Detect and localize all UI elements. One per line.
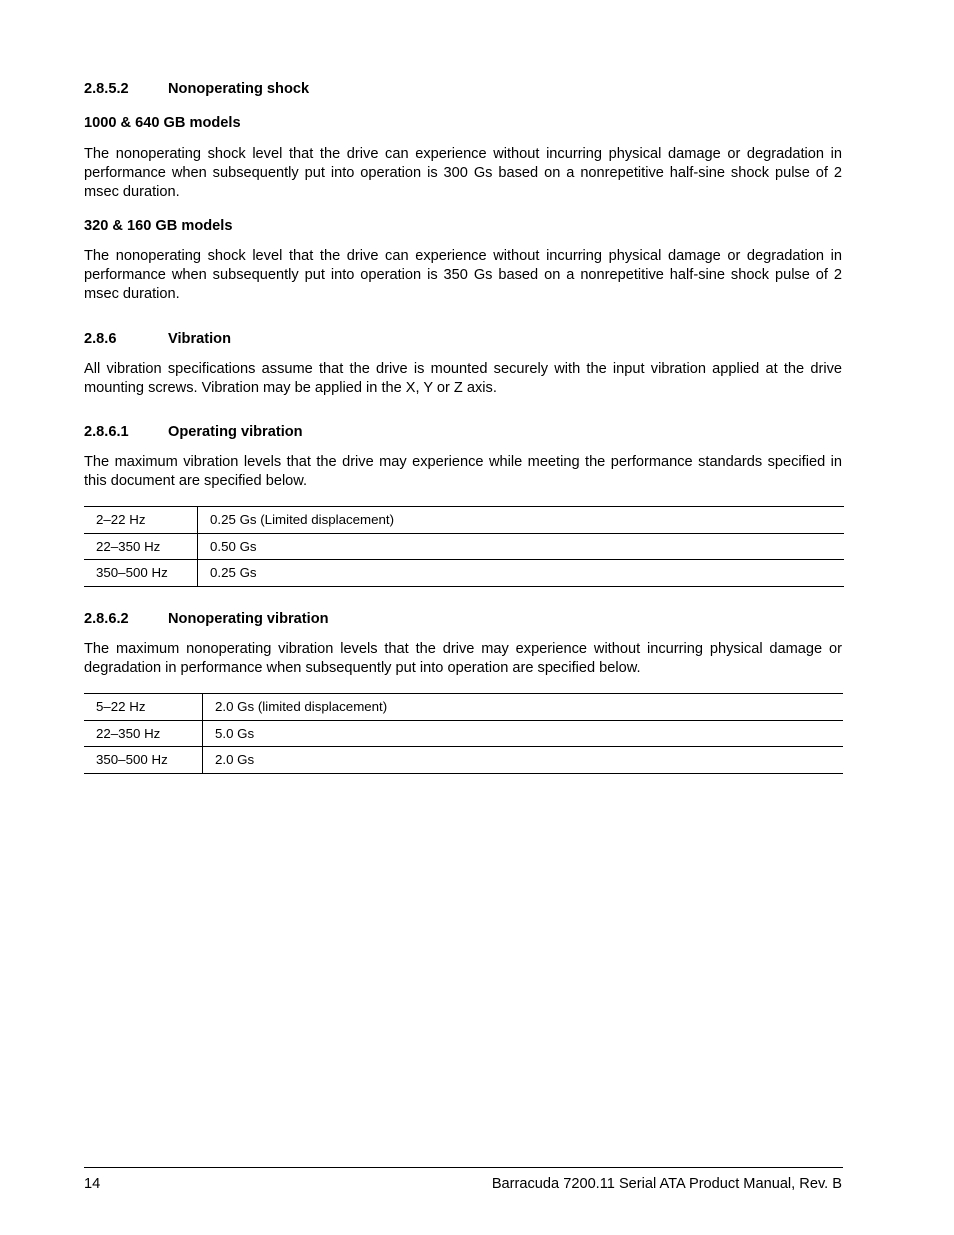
level-cell: 0.50 Gs [198, 533, 845, 560]
heading-2-8-6-1 [84, 423, 303, 441]
section-title: Nonoperating vibration [168, 611, 329, 627]
page-number: 14 [84, 1176, 101, 1192]
level-cell: 2.0 Gs (limited displacement) [203, 694, 844, 721]
section-number: 2.8.6.2 [84, 611, 129, 627]
section-number: 2.8.6 [84, 331, 117, 347]
paragraph-shock-1000-640: The nonoperating shock level that the drive can experience without incurring physical damage or degradation in performance when subsequently put into operation is 300 Gs based on a nonrepetitive half-sine shock pulse of 2 msec duration. [84, 146, 842, 200]
paragraph-operating-vibration: The maximum vibration levels that the drive may experience while meeting the performance standards specified in this document are specified below. [84, 454, 842, 489]
nonoperating-vibration-table [84, 693, 843, 774]
table-row [84, 747, 843, 774]
paragraph-vibration: All vibration specifications assume that the drive is mounted securely with the input vibration applied at the drive mounting screws. Vibration may be applied in the X, Y or Z axis. [84, 361, 842, 396]
frequency-cell: 2–22 Hz [84, 507, 198, 534]
frequency-cell: 350–500 Hz [84, 560, 198, 587]
paragraph-nonoperating-vibration: The maximum nonoperating vibration levels that the drive may experience without incurring physical damage or degradation in performance when subsequently put into operation are specified below. [84, 641, 842, 676]
footer-divider [84, 1167, 843, 1168]
heading-2-8-5-2 [84, 80, 309, 98]
table-row [84, 533, 844, 560]
footer-document-title: Barracuda 7200.11 Serial ATA Product Manual, Rev. B [491, 1176, 842, 1192]
heading-2-8-6 [84, 330, 231, 348]
table-row [84, 507, 844, 534]
level-cell: 0.25 Gs (Limited displacement) [198, 507, 845, 534]
section-number: 2.8.5.2 [84, 81, 129, 97]
heading-2-8-6-2 [84, 610, 329, 628]
frequency-cell: 22–350 Hz [84, 533, 198, 560]
paragraph-shock-320-160: The nonoperating shock level that the drive can experience without incurring physical damage or degradation in performance when subsequently put into operation is 350 Gs based on a nonrepetitive half-sine shock pulse of 2 msec duration. [84, 248, 842, 302]
subheading-320-160-gb: 320 & 160 GB models [84, 218, 233, 234]
frequency-cell: 5–22 Hz [84, 694, 203, 721]
section-title: Nonoperating shock [168, 81, 310, 97]
table-row [84, 694, 843, 721]
section-number: 2.8.6.1 [84, 424, 129, 440]
subheading-1000-640-gb: 1000 & 640 GB models [84, 115, 241, 131]
section-title: Vibration [168, 331, 231, 347]
frequency-cell: 350–500 Hz [84, 747, 203, 774]
operating-vibration-table [84, 506, 844, 587]
level-cell: 5.0 Gs [203, 720, 844, 747]
table-row [84, 560, 844, 587]
table-row [84, 720, 843, 747]
section-title: Operating vibration [168, 424, 303, 440]
level-cell: 0.25 Gs [198, 560, 845, 587]
frequency-cell: 22–350 Hz [84, 720, 203, 747]
level-cell: 2.0 Gs [203, 747, 844, 774]
